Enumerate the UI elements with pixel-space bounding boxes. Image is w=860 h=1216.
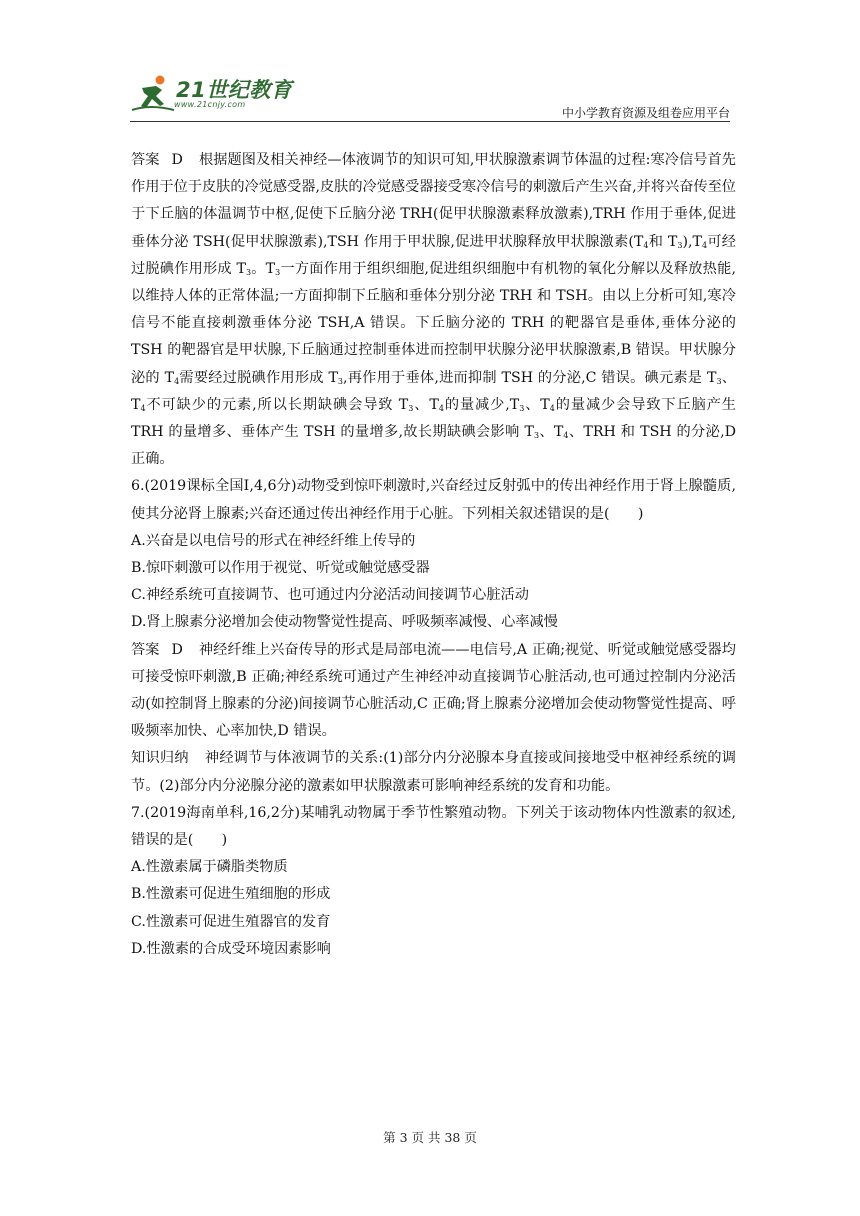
answer-text: 的量减少,T (443, 396, 520, 413)
subscript: 4 (140, 403, 146, 413)
q6-option-a: A.兴奋是以电信号的形式在神经纤维上传导的 (131, 532, 416, 549)
subscript: 3 (716, 376, 722, 386)
q7-option-a: A.性激素属于磷脂类物质 (131, 859, 288, 876)
answer-text: 、T (413, 396, 439, 413)
runner-logo-icon (130, 74, 176, 114)
answer-letter: D (171, 152, 183, 168)
subscript: 4 (702, 240, 708, 250)
subscript: 3 (245, 267, 252, 277)
subscript: 3 (275, 267, 281, 277)
q7-option-d: D.性激素的合成受环境因素影响 (131, 940, 331, 957)
q6-option-d: D.肾上腺素分泌增加会使动物警觉性提高、呼吸频率减慢、心率减慢 (131, 614, 558, 631)
subscript: 4 (563, 431, 569, 441)
answer-text: 的量减少会导致下丘脑产生 TRH 的量增多、垂体产生 TSH 的量增多,故长期缺碘会影响 T (131, 396, 736, 441)
q7-stem: 7.(2019海南单科,16,2分)某哺乳动物属于季节性繁殖动物。下列关于该动物体内性激素的叙述,错误的是( ) (131, 804, 736, 849)
q7-option-c: C.性激素可促进生殖器官的发育 (131, 913, 331, 930)
answer-label: 答案 (131, 152, 160, 168)
subscript: 3 (519, 403, 525, 413)
note-label: 知识归纳 (131, 750, 189, 767)
q6-option-c: C.神经系统可直接调节、也可通过内分泌活动间接调节心脏活动 (131, 587, 529, 604)
answer-text: 、TRH 和 TSH 的分泌,D 正确。 (131, 424, 736, 468)
answer-text: 、T (524, 396, 550, 413)
knowledge-note (131, 745, 736, 799)
page-footer: 第 3 页 共 38 页 (383, 1130, 477, 1145)
answer-text: 一方面作用于组织细胞,促进组织细胞中有机物的氧化分解以及释放热能,以维持人体的正常体温;一方面抑制下丘脑和垂体分别分泌 TRH 和 TSH。由以上分析可知,寒冷信号不能直接刺激垂体分泌 TSH,A 错误。下丘脑分泌的 TRH 的靶器官是垂体,垂体分泌的 TSH 的靶器官是甲状腺,下丘脑通过控制垂体进而控制甲状腺分泌甲状腺激素,B 错误。甲状腺分泌的 T (131, 260, 736, 386)
answer-text: 、T (131, 369, 736, 413)
subscript: 3 (337, 376, 343, 386)
q7-option-b: B.性激素可促进生殖细胞的形成 (131, 886, 331, 903)
q6-stem: 6.(2019课标全国Ⅰ,4,6分)动物受到惊吓刺激时,兴奋经过反射弧中的传出神经作用于肾上腺髓质,使其分泌肾上腺素;兴奋还通过传出神经作用于心脏。下列相关叙述错误的是( ) (131, 478, 736, 522)
answer-text: ),T (682, 233, 702, 250)
header-divider (130, 121, 730, 122)
logo-url: www.21cnjy.com (174, 100, 246, 109)
answer-text: 不可缺少的元素,所以长期缺碘会导致 T (145, 396, 409, 413)
answer-label: 答案 (131, 641, 160, 658)
answer-text: 根据题图及相关神经—体液调节的知识可知,甲状腺激素调节体温的过程:寒冷信号首先作用于位于皮肤的冷觉感受器,皮肤的冷觉感受器接受寒冷信号的刺激后产生兴奋,并将兴奋传至位于下丘脑的体温调节中枢,促使下丘脑分泌 TRH(促甲状腺激素释放激素),TRH 作用于垂体,促进垂体分泌 TSH(促甲状腺激素),TSH 作用于甲状腺,促进甲状腺释放甲状腺激素(T (131, 152, 736, 250)
logo-text: 21世纪教育 (176, 78, 293, 102)
q5-answer-paragraph (131, 147, 736, 473)
answer-text: 。T (251, 260, 276, 277)
q6-option-b: B.惊吓刺激可以作用于视觉、听觉或触觉感受器 (131, 560, 430, 577)
answer-text: 需要经过脱碘作用形成 T (179, 369, 338, 386)
subscript: 3 (677, 240, 683, 250)
answer-letter: D (171, 641, 183, 658)
subscript: 3 (408, 403, 414, 413)
subscript: 3 (533, 431, 540, 441)
page-header (130, 70, 730, 122)
subscript: 4 (549, 403, 555, 413)
answer-text: ,再作用于垂体,进而抑制 TSH 的分泌,C 错误。碘元素是 T (343, 369, 717, 386)
logo (130, 74, 300, 114)
answer-text: 神经纤维上兴奋传导的形式是局部电流——电信号,A 正确;视觉、听觉或触觉感受器均可接受惊吓刺激,B 正确;神经系统可通过产生神经冲动直接调节心脏活动,也可通过控制内分泌活动(如控制肾上腺素的分泌)间接调节心脏活动,C 正确;肾上腺素分泌增加会使动物警觉性提高、呼吸频率加快、心率加快,D 错误。 (131, 641, 736, 740)
note-text: 神经调节与体液调节的关系:(1)部分内分泌腺本身直接或间接地受中枢神经系统的调节。(2)部分内分泌腺分泌的激素如甲状腺激素可影响神经系统的发育和功能。 (131, 750, 736, 794)
answer-text: 可经过脱碘作用形成 T (131, 233, 736, 277)
q6-answer-paragraph (131, 637, 736, 746)
answer-text: 、T (539, 424, 564, 441)
subscript: 4 (438, 403, 444, 413)
platform-name: 中小学教育资源及组卷应用平台 (561, 106, 730, 120)
subscript: 4 (174, 376, 180, 386)
answer-text: 和 T (648, 233, 678, 250)
subscript: 4 (643, 240, 649, 250)
document-body (131, 147, 736, 963)
